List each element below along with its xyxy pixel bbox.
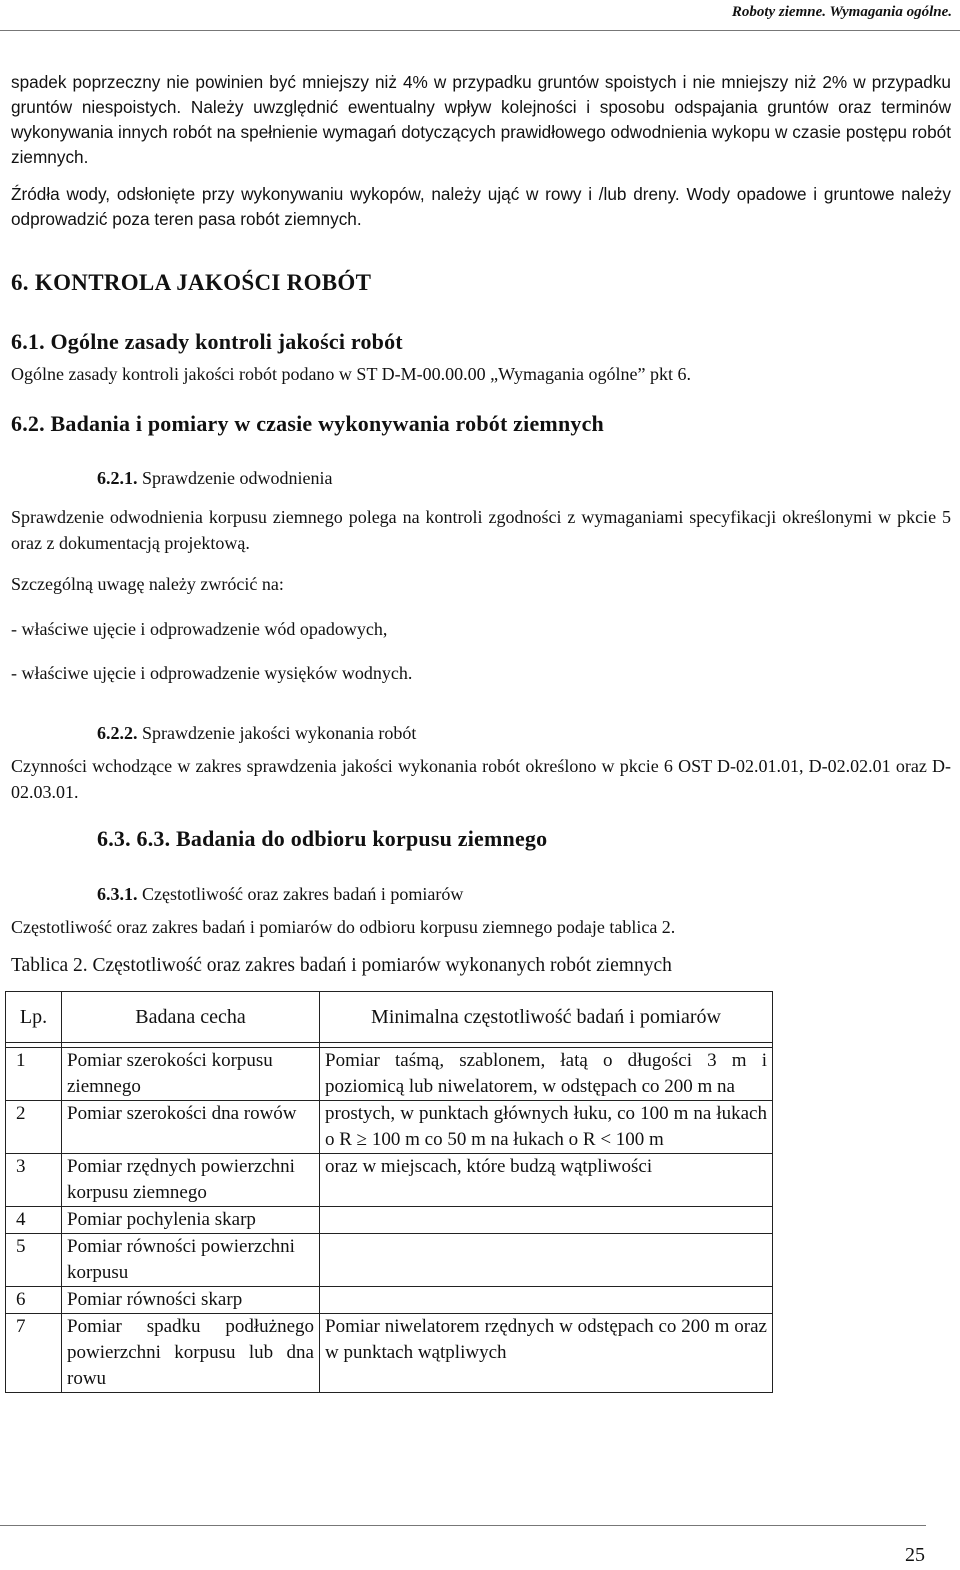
section-6-2-title: 6.2. Badania i pomiary w czasie wykonywania robót ziemnych (11, 411, 604, 436)
row-frequency: prostych, w punktach głównych łuku, co 100 m na łukach o R ≥ 100 m co 50 m na łukach o R < 100 m (320, 1101, 773, 1154)
row-lp: 3 (6, 1154, 62, 1207)
section-6-2-2-title: Sprawdzenie jakości wykonania robót (142, 723, 417, 743)
row-lp: 2 (6, 1101, 62, 1154)
section-6-2-2-number: 6.2.2. (97, 723, 138, 743)
section-6-3-1-text: Częstotliwość oraz zakres badań i pomiarów do odbioru korpusu ziemnego podaje tablica 2. (11, 917, 676, 937)
table-row (6, 1207, 773, 1234)
row-lp: 5 (6, 1234, 62, 1287)
section-6-3-1-heading (97, 884, 463, 905)
section-6-1-title: 6.1. Ogólne zasady kontroli jakości robót (11, 329, 403, 354)
row-feature: Pomiar pochylenia skarp (62, 1207, 320, 1234)
row-frequency: Pomiar taśmą, szablonem, łatą o długości 3 m i poziomicą lub niwelatorem, w odstępach co 200 m na (320, 1048, 773, 1101)
section-6-2-2-heading (97, 723, 416, 744)
row-frequency: Pomiar niwelatorem rzędnych w odstępach co 200 m oraz w punktach wątpliwych (320, 1314, 773, 1393)
row-frequency: oraz w miejscach, które budzą wątpliwości (320, 1154, 773, 1207)
row-frequency (320, 1207, 773, 1234)
section-6-3-title: 6.3. 6.3. Badania do odbioru korpusu ziemnego (97, 826, 548, 851)
row-feature: Pomiar równości powierzchni korpusu (62, 1234, 320, 1287)
page-header (0, 0, 960, 31)
row-frequency (320, 1287, 773, 1314)
section-6-2-1-text: Sprawdzenie odwodnienia korpusu ziemnego polega na kontroli zgodności z wymaganiami specyfikacji określonymi w pkcie 5 oraz z dokumentacją projektową. (11, 507, 951, 553)
section-6-2-1-title: Sprawdzenie odwodnienia (142, 468, 333, 488)
section-6-2-1-item-2: - właściwe ujęcie i odprowadzenie wysięków wodnych. (11, 663, 413, 683)
header-feature: Badana cecha (62, 992, 320, 1043)
table-row (6, 1101, 773, 1154)
table-caption: Tablica 2. Częstotliwość oraz zakres badań i pomiarów wykonanych robót ziemnych (11, 955, 672, 976)
header-frequency: Minimalna częstotliwość badań i pomiarów (320, 992, 773, 1043)
page-number: 25 (905, 1544, 925, 1566)
row-lp: 1 (6, 1048, 62, 1101)
section-6-1-text: Ogólne zasady kontroli jakości robót podano w ST D-M-00.00.00 „Wymagania ogólne” pkt 6. (11, 364, 691, 384)
row-feature: Pomiar spadku podłużnego powierzchni korpusu lub dna rowu (62, 1314, 320, 1393)
section-6-2-1-item-1: - właściwe ujęcie i odprowadzenie wód opadowych, (11, 619, 388, 639)
header-title: Roboty ziemne. Wymagania ogólne. (731, 4, 952, 20)
table-row (6, 1287, 773, 1314)
row-frequency (320, 1234, 773, 1287)
table-row (6, 1154, 773, 1207)
frequency-table (5, 991, 773, 1393)
table-row (6, 1234, 773, 1287)
row-feature: Pomiar szerokości korpusu ziemnego (62, 1048, 320, 1101)
row-lp: 6 (6, 1287, 62, 1314)
footer-divider (0, 1525, 926, 1526)
row-lp: 4 (6, 1207, 62, 1234)
section-6-title: 6. KONTROLA JAKOŚCI ROBÓT (11, 270, 372, 295)
paragraph-drainage: spadek poprzeczny nie powinien być mniejszy niż 4% w przypadku gruntów spoistych i nie mniejszy niż 2% w przypadku gruntów niespoistych. Należy uwzględnić ewentualny wpływ kolejności i sposobu odspajania gruntów oraz terminów wykonywania innych robót na spełnienie wymagań dotyczących prawidłowego odwodnienia wykopu w czasie postępu robót ziemnych. (11, 72, 951, 167)
section-6-2-1-heading (97, 468, 332, 489)
row-lp: 7 (6, 1314, 62, 1393)
table-header-row (6, 992, 773, 1043)
row-feature: Pomiar szerokości dna rowów (62, 1101, 320, 1154)
section-6-3-1-number: 6.3.1. (97, 884, 138, 904)
table-row (6, 1048, 773, 1101)
header-lp: Lp. (6, 992, 62, 1043)
table-row (6, 1314, 773, 1393)
section-6-2-2-text: Czynności wchodzące w zakres sprawdzenia jakości wykonania robót określono w pkcie 6 OST D-02.01.01, D-02.02.01 oraz D-02.03.01. (11, 756, 951, 802)
paragraph-water-sources: Źródła wody, odsłonięte przy wykonywaniu wykopów, należy ująć w rowy i /lub dreny. Wody opadowe i gruntowe należy odprowadzić poza teren pasa robót ziemnych. (11, 184, 951, 229)
section-6-2-1-number: 6.2.1. (97, 468, 138, 488)
row-feature: Pomiar równości skarp (62, 1287, 320, 1314)
section-6-2-1-intro: Szczególną uwagę należy zwrócić na: (11, 574, 284, 594)
section-6-3-1-title: Częstotliwość oraz zakres badań i pomiarów (142, 884, 464, 904)
row-feature: Pomiar rzędnych powierzchni korpusu ziemnego (62, 1154, 320, 1207)
